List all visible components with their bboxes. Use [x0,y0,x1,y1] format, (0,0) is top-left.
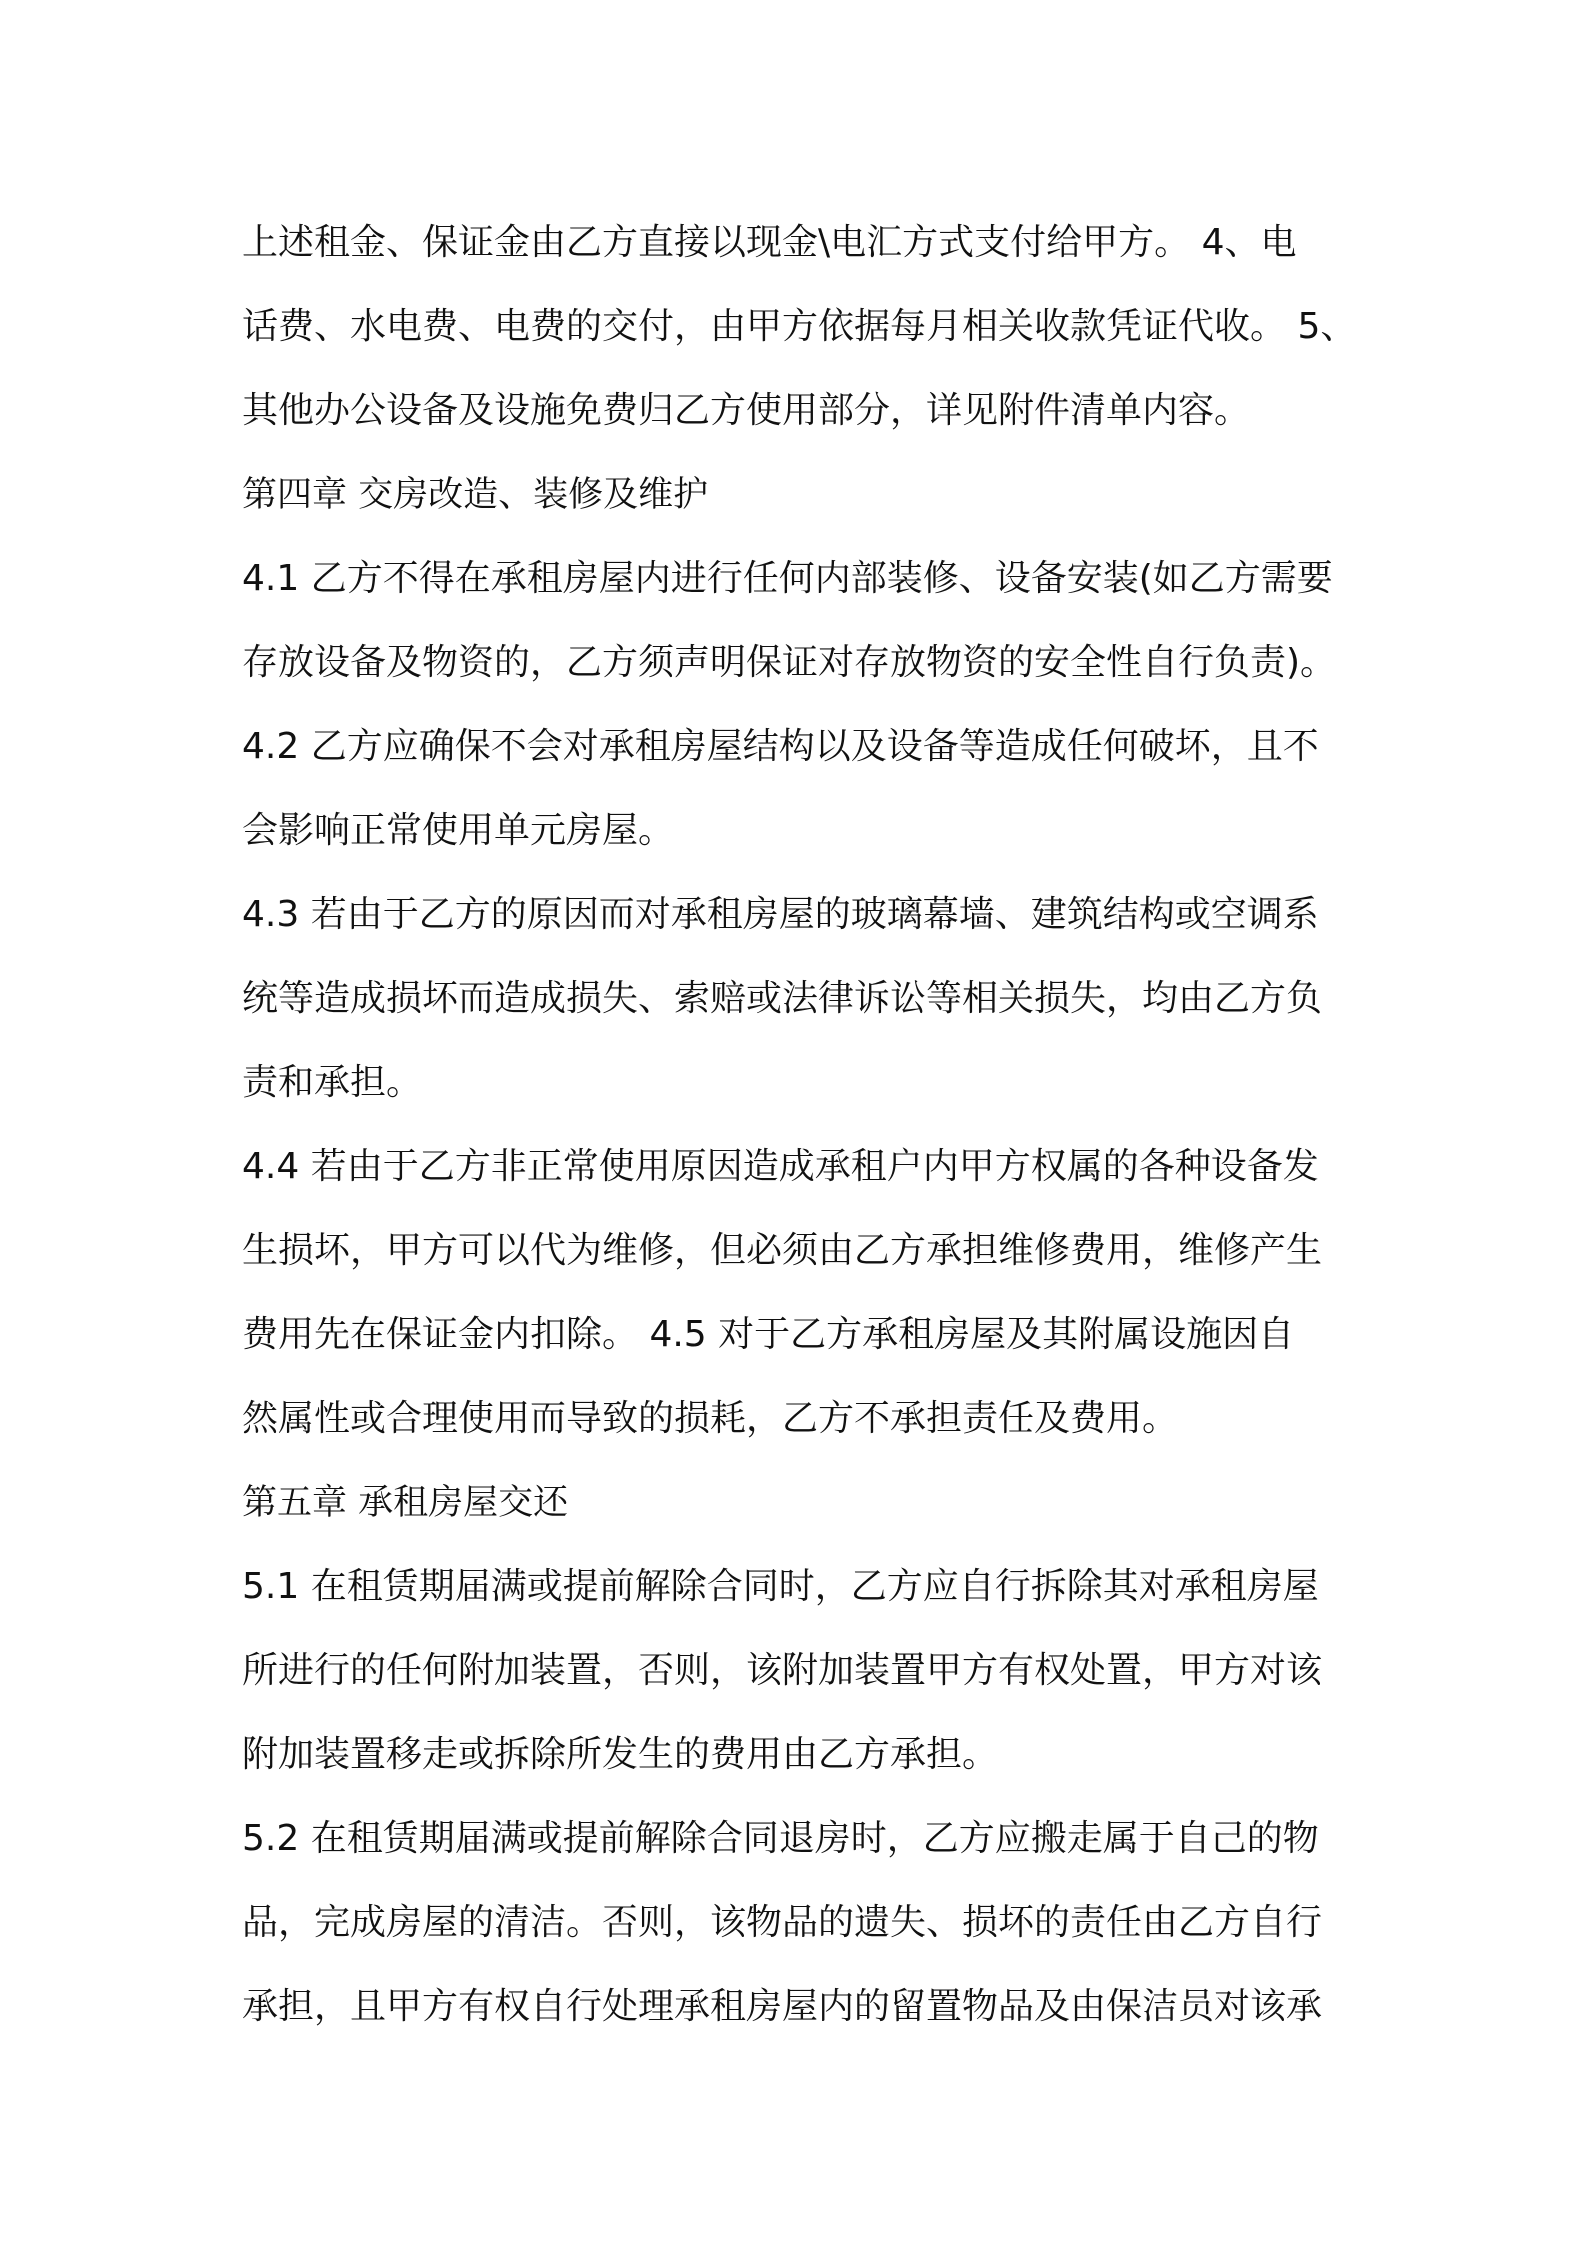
body-line: 存放设备及物资的，乙方须声明保证对存放物资的安全性自行负责)。 [242,642,1337,683]
body-line: 然属性或合理使用而导致的损耗，乙方不承担责任及费用。 [242,1398,1179,1439]
body-line: 4.4 若由于乙方非正常使用原因造成承租户内甲方权属的各种设备发 [242,1146,1319,1187]
body-line: 所进行的任何附加装置，否则，该附加装置甲方有权处置，甲方对该 [242,1650,1323,1691]
body-line: 5.1 在租赁期届满或提前解除合同时，乙方应自行拆除其对承租房屋 [242,1566,1319,1607]
body-line: 5.2 在租赁期届满或提前解除合同退房时，乙方应搬走属于自己的物 [242,1818,1319,1859]
body-line: 4.1 乙方不得在承租房屋内进行任何内部装修、设备安装(如乙方需要 [242,558,1333,599]
chapter-heading: 第五章 承租房屋交还 [242,1483,569,1523]
body-line: 4.2 乙方应确保不会对承租房屋结构以及设备等造成任何破坏，且不 [242,726,1319,767]
body-line: 责和承担。 [242,1062,423,1103]
body-line: 会影响正常使用单元房屋。 [242,810,675,851]
body-line: 其他办公设备及设施免费归乙方使用部分，详见附件清单内容。 [242,390,1251,431]
document-body [242,201,1372,2049]
body-line: 4.3 若由于乙方的原因而对承租房屋的玻璃幕墙、建筑结构或空调系 [242,894,1319,935]
body-line: 生损坏，甲方可以代为维修，但必须由乙方承担维修费用，维修产生 [242,1230,1323,1271]
body-line: 统等造成损坏而造成损失、索赔或法律诉讼等相关损失，均由乙方负 [242,978,1323,1019]
body-line: 费用先在保证金内扣除。 4.5 对于乙方承租房屋及其附属设施因自 [242,1314,1295,1355]
body-line: 品，完成房屋的清洁。否则，该物品的遗失、损坏的责任由乙方自行 [242,1902,1323,1943]
body-line: 上述租金、保证金由乙方直接以现金\电汇方式支付给甲方。 4、电 [242,222,1297,263]
chapter-heading: 第四章 交房改造、装修及维护 [242,475,709,515]
body-line: 话费、水电费、电费的交付，由甲方依据每月相关收款凭证代收。 5、 [242,306,1357,347]
body-line: 附加装置移走或拆除所发生的费用由乙方承担。 [242,1734,999,1775]
body-line: 承担，且甲方有权自行处理承租房屋内的留置物品及由保洁员对该承 [242,1986,1323,2027]
